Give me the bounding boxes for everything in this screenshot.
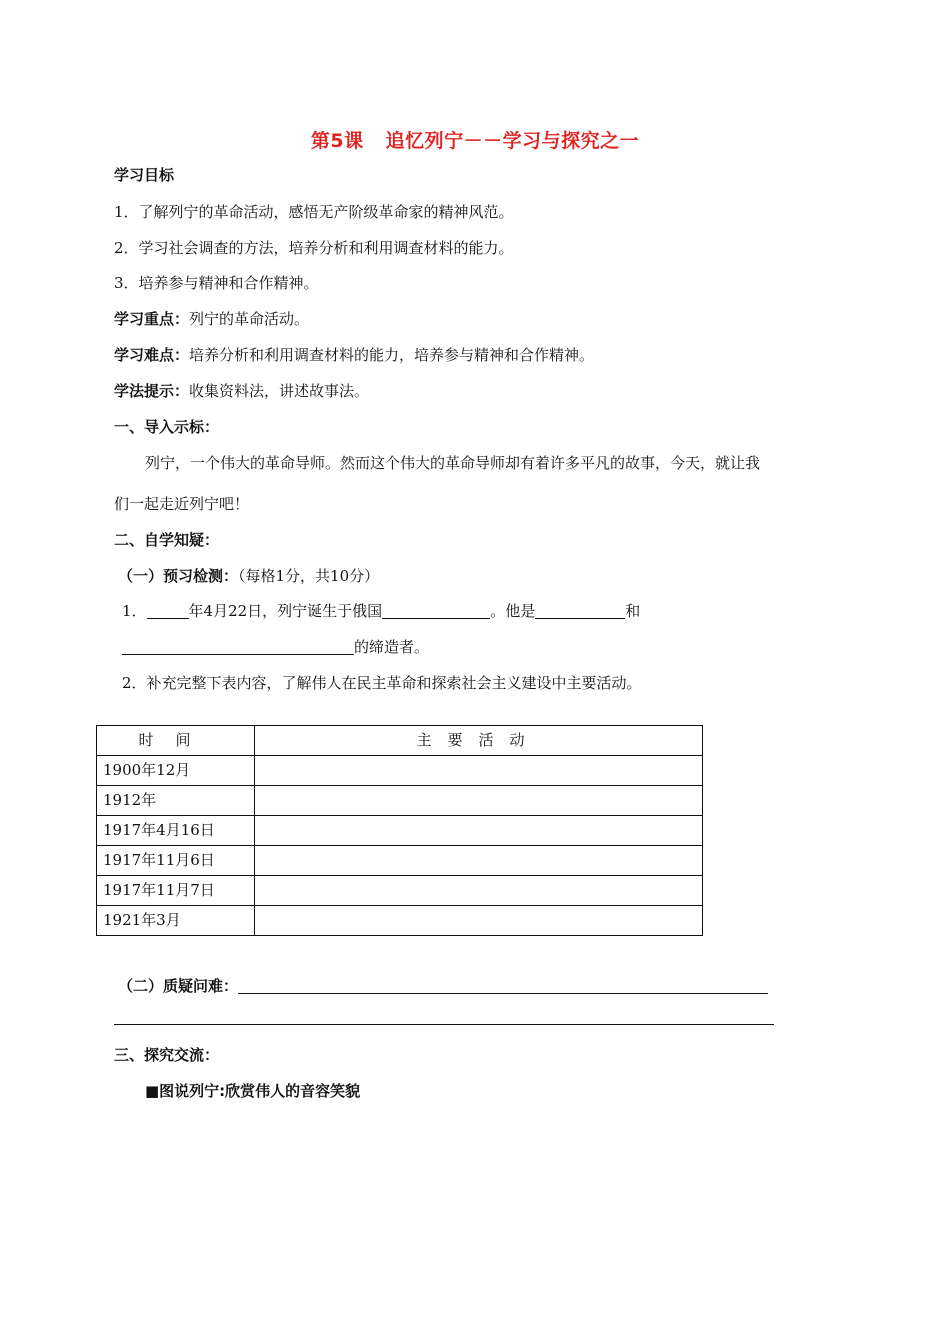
questions-row bbox=[118, 975, 768, 996]
method-text: 收集资料法，讲述故事法。 bbox=[189, 382, 370, 400]
activity-table bbox=[96, 725, 703, 936]
blank-birthplace[interactable] bbox=[382, 602, 490, 619]
date-cell: 1917年4月16日 bbox=[97, 816, 255, 846]
preview-check bbox=[118, 565, 379, 586]
goal-item-2: 2．学习社会调查的方法，培养分析和利用调查材料的能力。 bbox=[114, 239, 514, 257]
section2-heading: 二、自学知疑： bbox=[114, 531, 220, 549]
question-1-text-b: 。他是 bbox=[490, 602, 536, 620]
goal-item-3: 3．培养参与精神和合作精神。 bbox=[114, 274, 319, 292]
question-1-text-c: 和 bbox=[625, 602, 641, 620]
table-row bbox=[97, 906, 703, 936]
table-row bbox=[97, 786, 703, 816]
date-cell: 1917年11月6日 bbox=[97, 846, 255, 876]
header-activity: 主要活动 bbox=[255, 726, 703, 756]
method bbox=[114, 380, 369, 401]
difficulty bbox=[114, 344, 594, 365]
blank-role-a[interactable] bbox=[535, 602, 625, 619]
header-time: 时间 bbox=[97, 726, 255, 756]
goal-item-1: 1．了解列宁的革命活动，感悟无产阶级革命家的精神风范。 bbox=[114, 203, 514, 221]
goals-heading: 学习目标 bbox=[114, 166, 175, 184]
question-1-text-d: 的缔造者。 bbox=[354, 638, 430, 656]
key-point-label: 学习重点： bbox=[114, 310, 190, 328]
key-point-text: 列宁的革命活动。 bbox=[189, 310, 310, 328]
lesson-title: 追忆列宁－－学习与探究之一 bbox=[385, 130, 640, 152]
preview-check-label: （一）预习检测： bbox=[118, 567, 239, 585]
activity-cell[interactable] bbox=[255, 816, 703, 846]
section3-item: ■图说列宁:欣赏伟人的音容笑貌 bbox=[145, 1082, 361, 1100]
activity-cell[interactable] bbox=[255, 876, 703, 906]
question-1-cont bbox=[122, 636, 429, 657]
date-cell: 1921年3月 bbox=[97, 906, 255, 936]
date-cell: 1912年 bbox=[97, 786, 255, 816]
activity-cell[interactable] bbox=[255, 846, 703, 876]
method-label: 学法提示： bbox=[114, 382, 190, 400]
question-1-number: 1． bbox=[122, 602, 147, 620]
section3-heading: 三、探究交流： bbox=[114, 1046, 220, 1064]
page-title bbox=[0, 126, 950, 153]
intro-paragraph-line1: 列宁，一个伟大的革命导师。然而这个伟大的革命导师却有着许多平凡的故事，今天，就让我 bbox=[145, 454, 761, 472]
question-2: 2．补充完整下表内容，了解伟人在民主革命和探索社会主义建设中主要活动。 bbox=[122, 674, 642, 692]
difficulty-text: 培养分析和利用调查材料的能力，培养参与精神和合作精神。 bbox=[189, 346, 595, 364]
table-row bbox=[97, 756, 703, 786]
answer-line[interactable] bbox=[114, 1024, 774, 1025]
question-1 bbox=[122, 600, 640, 621]
table-row bbox=[97, 846, 703, 876]
intro-paragraph-line2: 们一起走近列宁吧！ bbox=[114, 495, 250, 513]
activity-cell[interactable] bbox=[255, 786, 703, 816]
activity-cell[interactable] bbox=[255, 756, 703, 786]
difficulty-label: 学习难点： bbox=[114, 346, 190, 364]
preview-check-note: （每格1分，共10分） bbox=[238, 567, 380, 585]
activity-cell[interactable] bbox=[255, 906, 703, 936]
table-row bbox=[97, 816, 703, 846]
lesson-number: 第5课 bbox=[310, 130, 364, 152]
date-cell: 1900年12月 bbox=[97, 756, 255, 786]
blank-year[interactable] bbox=[147, 602, 189, 619]
key-point bbox=[114, 308, 309, 329]
questions-label: （二）质疑问难： bbox=[118, 977, 239, 995]
question-1-text-a: 年4月22日，列宁诞生于俄国 bbox=[188, 602, 383, 620]
blank-role-b[interactable] bbox=[122, 638, 354, 655]
table-header-row bbox=[97, 726, 703, 756]
date-cell: 1917年11月7日 bbox=[97, 876, 255, 906]
section1-heading: 一、导入示标： bbox=[114, 418, 220, 436]
questions-blank[interactable] bbox=[238, 977, 768, 994]
table-row bbox=[97, 876, 703, 906]
